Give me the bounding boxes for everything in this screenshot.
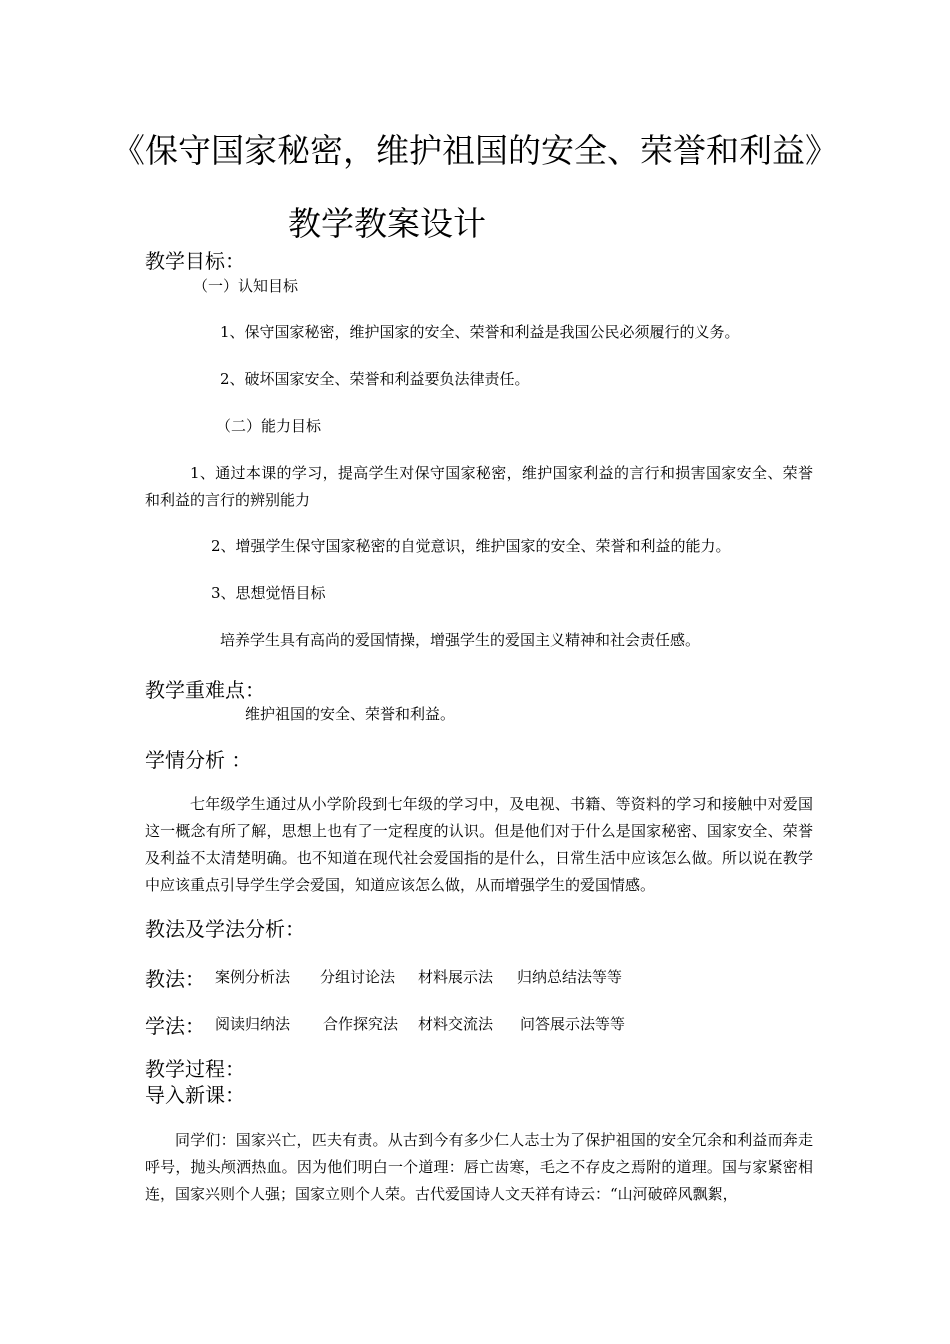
methods-heading: 教法及学法分析： <box>145 917 305 941</box>
cognitive-goal-item: 2、破坏国家安全、荣誉和利益要负法律责任。 <box>220 370 530 388</box>
cognitive-goals-heading: （一）认知目标 <box>193 277 299 295</box>
ability-goals-heading: （二）能力目标 <box>216 417 322 435</box>
teaching-method-item: 归纳总结法等等 <box>517 968 623 986</box>
ideology-goals-heading: 3、思想觉悟目标 <box>211 584 326 602</box>
analysis-text: 七年级学生通过从小学阶段到七年级的学习中，及电视、书籍、等资料的学习和接触中对爱国这一概念有所了解，思想上也有了一定程度的认识。但是他们对于什么是国家秘密、国家安全、荣誉及利益不太清楚明确。也不知道在现代社会爱国指的是什么，日常生活中应该怎么做。所以说在教学中应该重点引导学生学会爱国，知道应该怎么做，从而增强学生的爱国情感。 <box>145 795 813 894</box>
process-heading: 教学过程： <box>145 1057 245 1081</box>
teaching-method-item: 分组讨论法 <box>320 968 396 986</box>
learning-method-item: 材料交流法 <box>418 1015 494 1033</box>
document-title: 《保守国家秘密，维护祖国的安全、荣誉和利益》 <box>112 131 838 170</box>
ability-goal-item: 1、通过本课的学习，提高学生对保守国家秘密，维护国家利益的言行和损害国家安全、荣誉和利益的言行的辨别能力 <box>145 464 813 509</box>
key-points-text: 维护祖国的安全、荣誉和利益。 <box>245 705 456 723</box>
teaching-methods-row <box>145 963 205 992</box>
intro-heading: 导入新课： <box>145 1083 245 1107</box>
learning-method-item: 阅读归纳法 <box>215 1015 291 1033</box>
analysis-heading: 学情分析 ： <box>145 748 252 772</box>
learning-method-item: 问答展示法等等 <box>520 1015 626 1033</box>
document-subtitle: 教学教案设计 <box>288 204 486 243</box>
key-points-heading: 教学重难点： <box>145 678 265 702</box>
goals-heading: 教学目标： <box>145 249 245 273</box>
teaching-method-item: 材料展示法 <box>418 968 494 986</box>
teaching-method-item: 案例分析法 <box>215 968 291 986</box>
learning-methods-row <box>145 1010 205 1039</box>
teaching-methods-label: 教法： <box>145 967 205 991</box>
cognitive-goal-item: 1、保守国家秘密，维护国家的安全、荣誉和利益是我国公民必须履行的义务。 <box>220 323 740 341</box>
ideology-goal-text: 培养学生具有高尚的爱国情操，增强学生的爱国主义精神和社会责任感。 <box>220 631 701 649</box>
learning-method-item: 合作探究法 <box>323 1015 399 1033</box>
learning-methods-label: 学法： <box>145 1014 205 1038</box>
ability-goal-item: 2、增强学生保守国家秘密的自觉意识，维护国家的安全、荣誉和利益的能力。 <box>211 537 731 555</box>
intro-text: 同学们：国家兴亡，匹夫有责。从古到今有多少仁人志士为了保护祖国的安全冗余和利益而奔走呼号，抛头颅洒热血。因为他们明白一个道理：唇亡齿寒，毛之不存皮之焉附的道理。国与家紧密相连，国家兴则个人强；国家立则个人荣。古代爱国诗人文天祥有诗云：“山河破碎风飘絮， <box>145 1131 813 1203</box>
